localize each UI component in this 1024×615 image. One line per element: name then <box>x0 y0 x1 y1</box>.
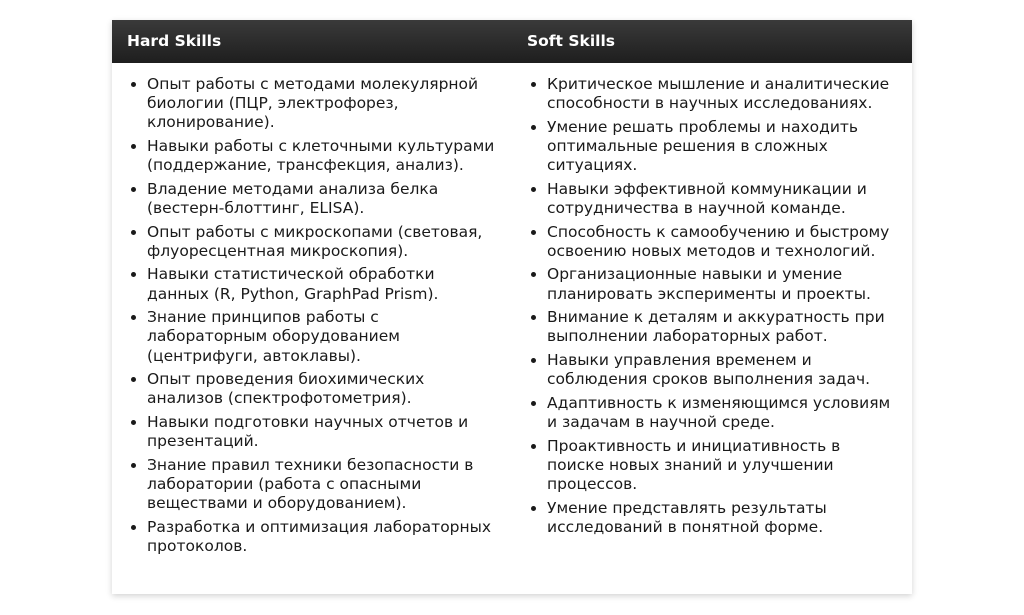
hard-skill-item: • Разработка и оптимизация лабораторных протоколов. <box>147 518 500 556</box>
soft-skills-list <box>527 75 900 537</box>
soft-skill-item: • Адаптивность к изменяющимся условиям и задачам в научной среде. <box>547 394 900 432</box>
hard-skills-header: Hard Skills <box>127 32 222 50</box>
soft-skill-item: • Организационные навыки и умение планировать эксперименты и проекты. <box>547 265 900 303</box>
soft-skill-item: • Навыки управления временем и соблюдения сроков выполнения задач. <box>547 351 900 389</box>
soft-skill-item: • Проактивность и инициативность в поиске новых знаний и улучшении процессов. <box>547 437 900 495</box>
hard-skill-item: • Опыт проведения биохимических анализов (спектрофотометрия). <box>147 370 500 408</box>
hard-skill-item: • Опыт работы с микроскопами (световая, флуоресцентная микроскопия). <box>147 223 500 261</box>
soft-skills-header: Soft Skills <box>527 32 615 50</box>
hard-skills-column <box>112 63 512 561</box>
hard-skill-item: • Опыт работы с методами молекулярной биологии (ПЦР, электрофорез, клонирование). <box>147 75 500 133</box>
hard-skill-item: • Навыки подготовки научных отчетов и презентаций. <box>147 413 500 451</box>
skills-table <box>112 20 912 594</box>
hard-skill-item: • Владение методами анализа белка (вестерн-блоттинг, ELISA). <box>147 180 500 218</box>
soft-skill-item: • Навыки эффективной коммуникации и сотрудничества в научной команде. <box>547 180 900 218</box>
hard-skill-item: • Навыки работы с клеточными культурами (поддержание, трансфекция, анализ). <box>147 137 500 175</box>
soft-skill-item: • Внимание к деталям и аккуратность при выполнении лабораторных работ. <box>547 308 900 346</box>
soft-skill-item: • Умение решать проблемы и находить оптимальные решения в сложных ситуациях. <box>547 118 900 176</box>
table-body <box>112 63 912 561</box>
soft-skill-item: • Способность к самообучению и быстрому освоению новых методов и технологий. <box>547 223 900 261</box>
hard-skills-list <box>127 75 500 556</box>
soft-skill-item: • Умение представлять результаты исследований в понятной форме. <box>547 499 900 537</box>
hard-skill-item: • Знание правил техники безопасности в лаборатории (работа с опасными веществами и оборудованием). <box>147 456 500 514</box>
hard-skill-item: • Знание принципов работы с лабораторным оборудованием (центрифуги, автоклавы). <box>147 308 500 366</box>
soft-skills-column <box>512 63 912 561</box>
table-header <box>112 20 912 63</box>
soft-skill-item: • Критическое мышление и аналитические способности в научных исследованиях. <box>547 75 900 113</box>
hard-skill-item: • Навыки статистической обработки данных (R, Python, GraphPad Prism). <box>147 265 500 303</box>
